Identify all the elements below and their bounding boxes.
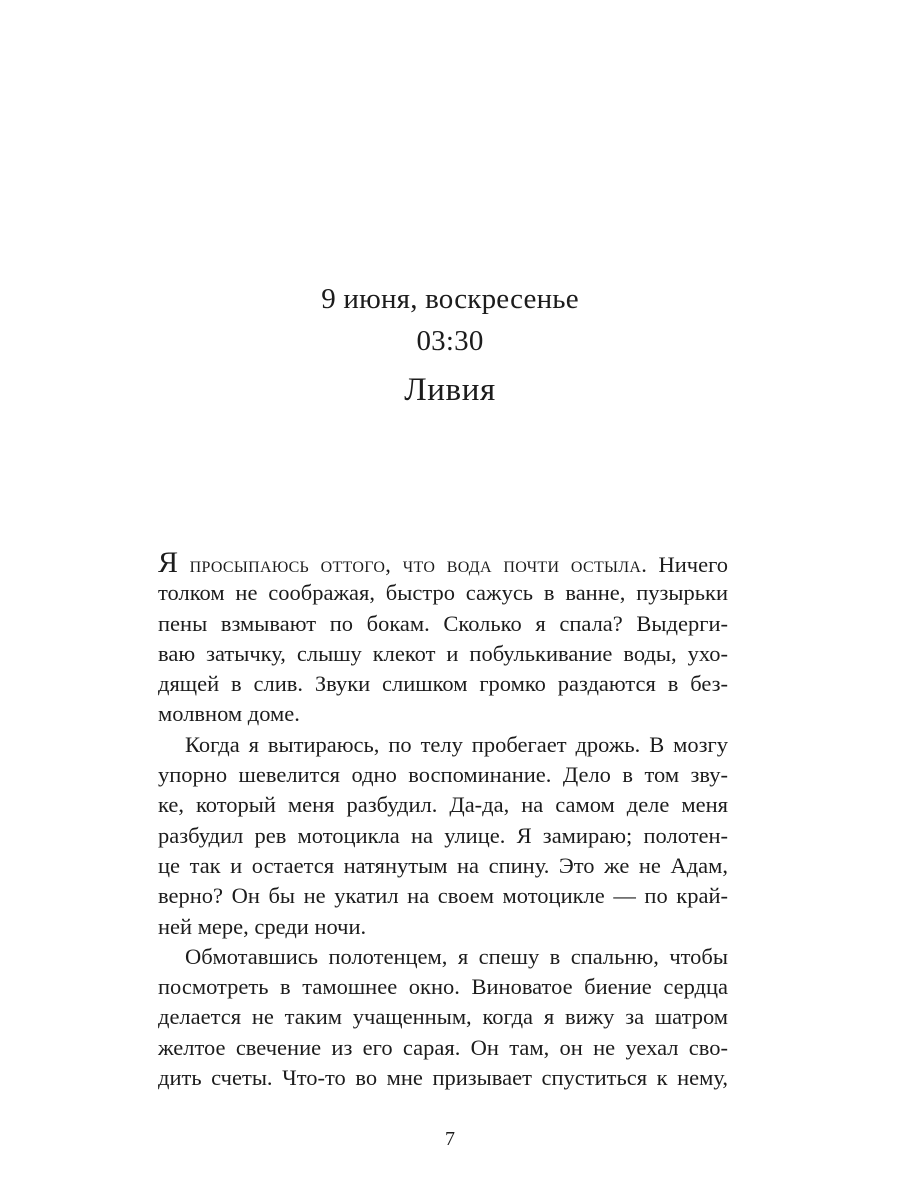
chapter-title: Ливия: [404, 372, 496, 408]
text-line: упорно шевелится одно воспоминание. Дело в том зву-: [158, 762, 728, 788]
text-line: ке, который меня разбудил. Да-да, на самом деле меня: [158, 792, 728, 818]
text-line: посмотреть в тамошнее окно. Виноватое биение сердца: [158, 974, 728, 1000]
text-line: Обмотавшись полотенцем, я спешу в спальню, чтобы: [185, 943, 728, 969]
text-fragment: Ничего: [647, 552, 729, 577]
text-line: верно? Он бы не укатил на своем мотоцикле — по край-: [158, 883, 728, 909]
text-line: [158, 548, 728, 578]
text-line: желтое свечение из его сарая. Он там, он не уехал сво-: [158, 1034, 728, 1060]
text-line: це так и остается натянутым на спину. Это же не Адам,: [158, 852, 728, 878]
text-line: толком не соображая, быстро сажусь в ванне, пузырьки: [158, 580, 728, 606]
text-line: дящей в слив. Звуки слишком громко раздаются в без-: [158, 671, 728, 697]
paragraph-2: [158, 730, 728, 942]
text-line: ней мере, среди ночи.: [158, 913, 367, 939]
chapter-time: 03:30: [416, 325, 484, 357]
chapter-date: 9 июня, воскресенье: [321, 283, 579, 315]
text-line: Когда я вытираюсь, по телу пробегает дрожь. В мозгу: [185, 731, 728, 757]
text-line: делается не таким учащенным, когда я вижу за шатром: [158, 1004, 728, 1030]
drop-cap: Я: [158, 546, 179, 579]
text-line: молвном доме.: [158, 701, 300, 727]
small-caps-lead: просыпаюсь оттого, что вода почти остыла.: [178, 552, 648, 577]
paragraph-1: [158, 548, 728, 730]
body-text: [158, 548, 728, 1093]
text-line: разбудил рев мотоцикла на улице. Я замираю; полотен-: [158, 822, 728, 848]
page-number: 7: [445, 1128, 455, 1150]
paragraph-3: [158, 942, 728, 1093]
text-line: дить счеты. Что-то во мне призывает спуститься к нему,: [158, 1065, 728, 1091]
text-line: ваю затычку, слышу клекот и побулькивание воды, ухо-: [158, 640, 728, 666]
text-line: пены взмывают по бокам. Сколько я спала? Выдерги-: [158, 610, 728, 636]
